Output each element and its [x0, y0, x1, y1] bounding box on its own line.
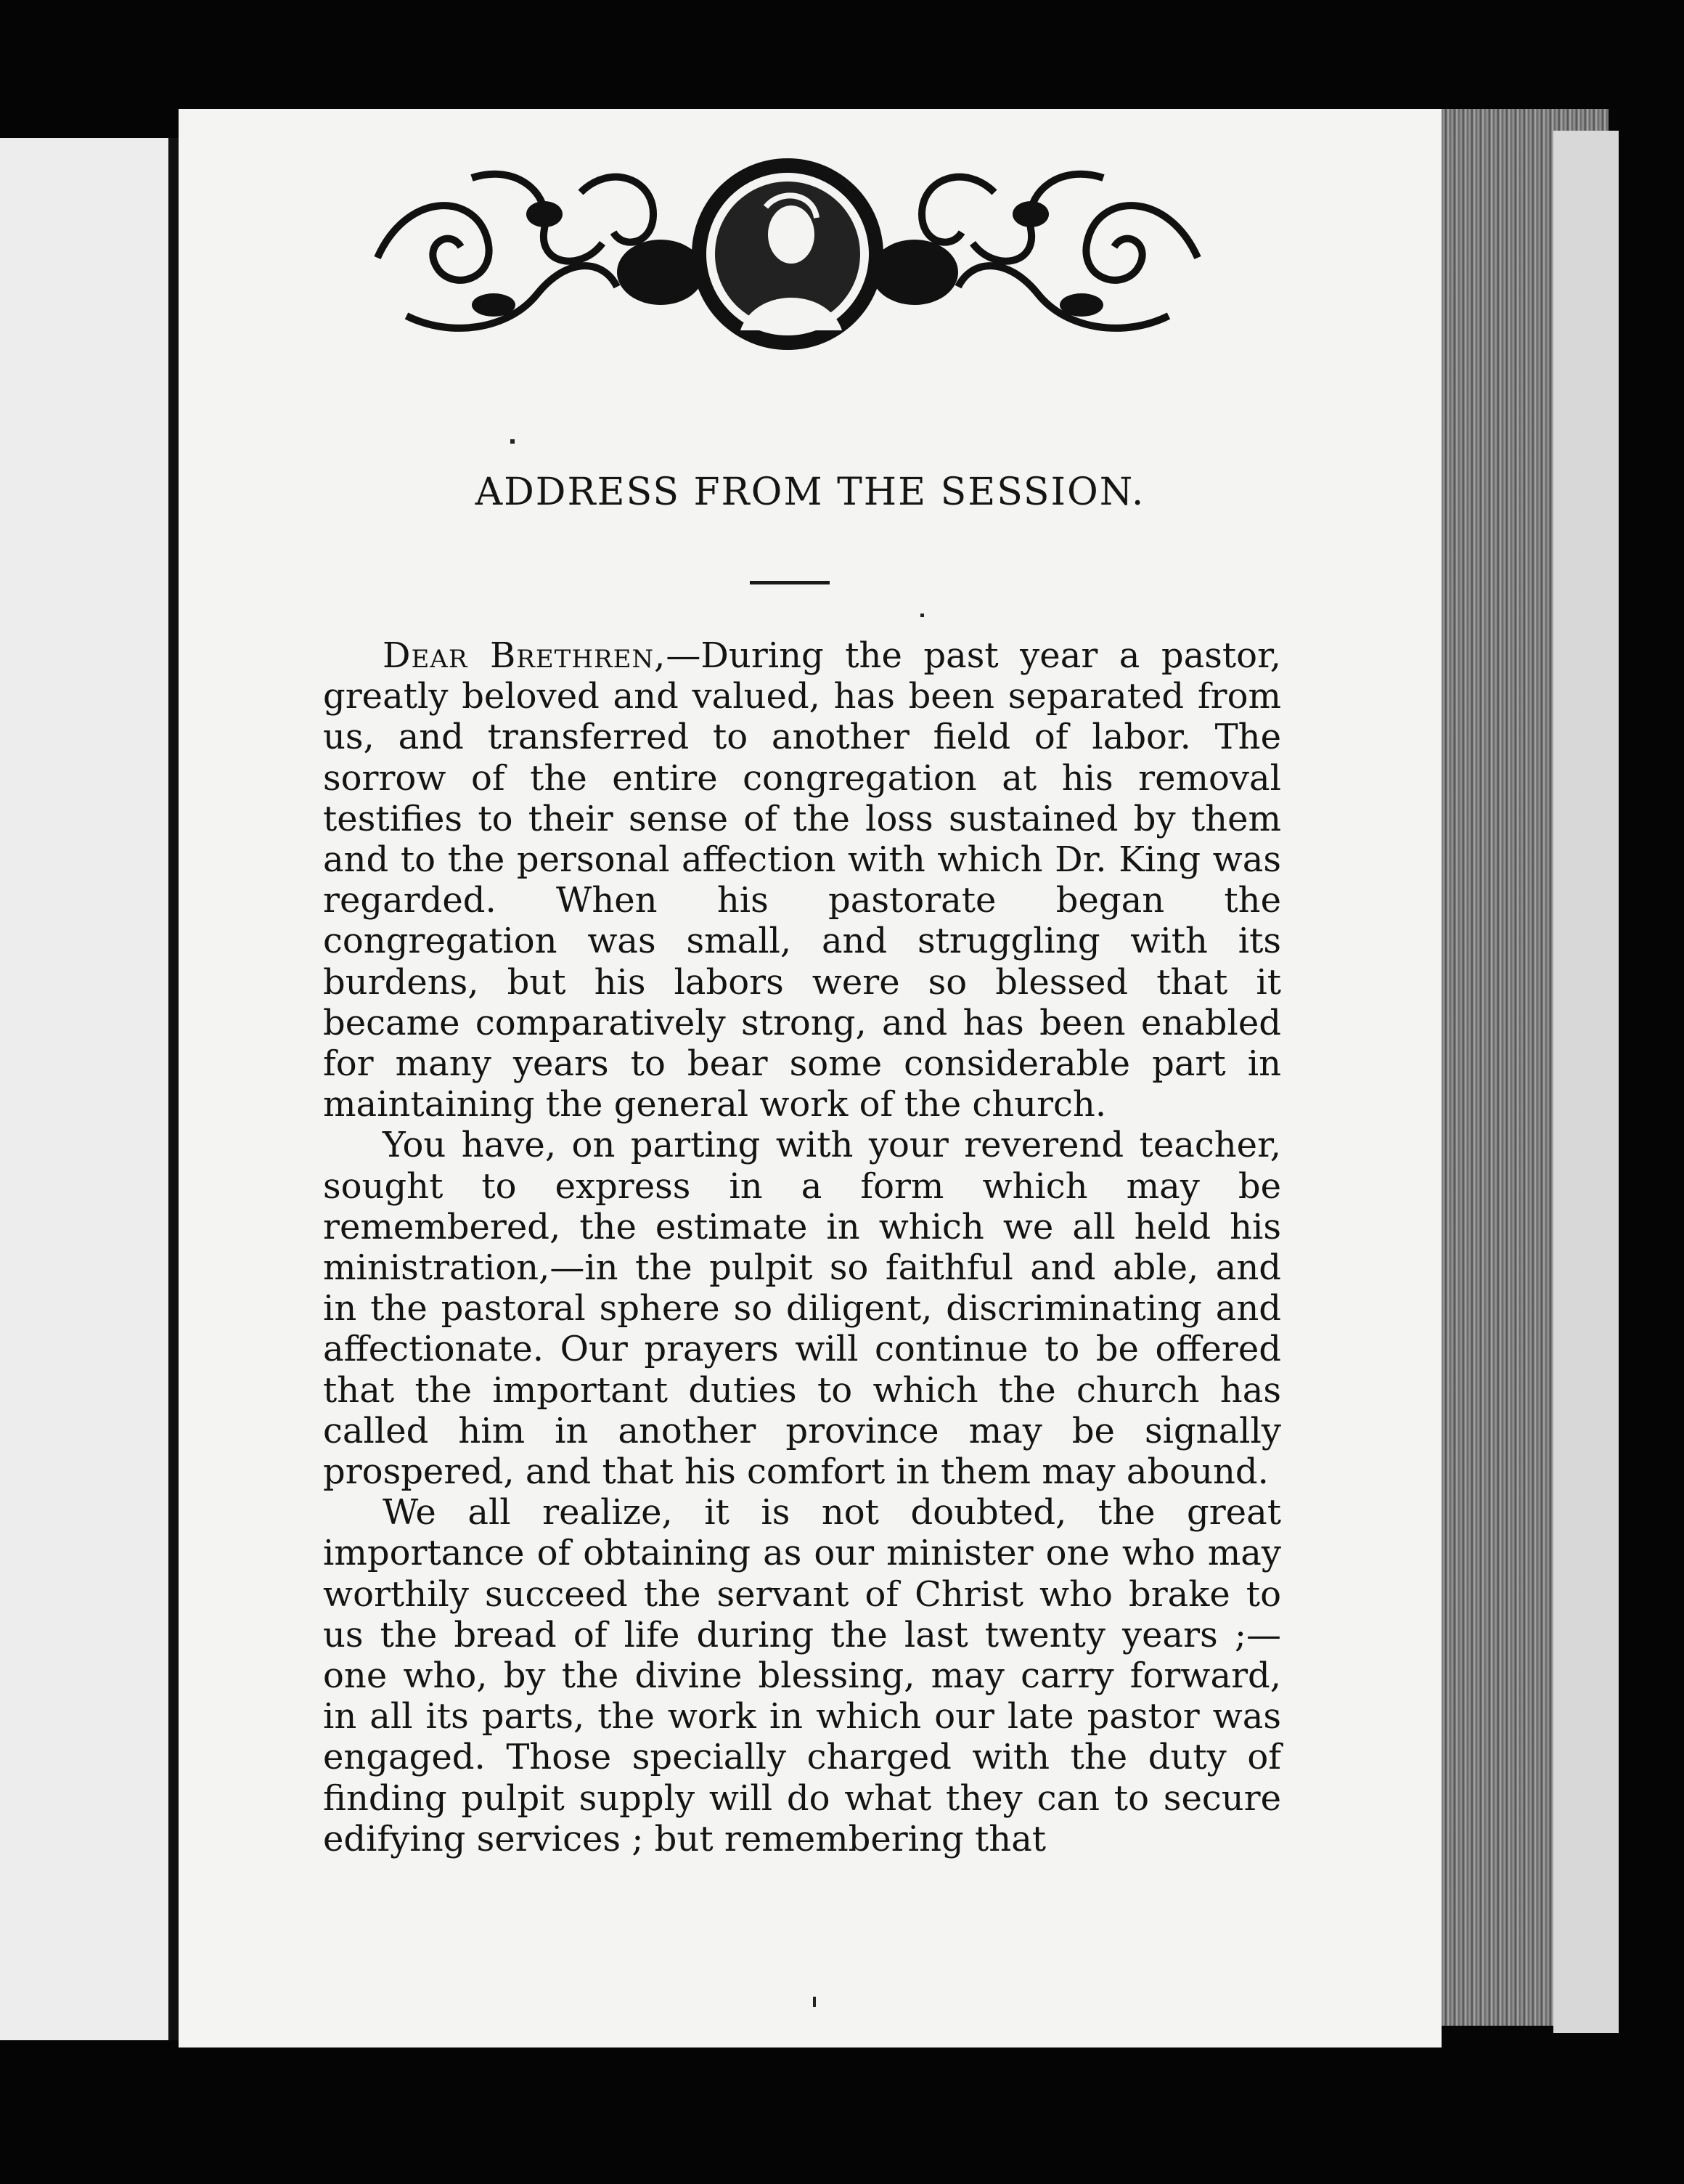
left-page	[0, 138, 168, 2040]
paragraph-2: You have, on parting with your reverend teacher, sought to express in a form which may be remembered, the estimate in which we all held his ministration,—in the pulpit so faithful and able, and in the pastoral sphere so diligent, discriminating and affectionate. Our prayers will continue to be offered that the important duties to which the church has called him in another province may be signally prospered, and that his comfort in them may abound.	[323, 1125, 1281, 1493]
ornamental-headpiece-icon	[363, 149, 1212, 359]
page-speck	[920, 614, 924, 617]
paragraph-1-text: —During the past year a pastor, greatly beloved and valued, has been separated from us, and transferred to another field of labor. The sorrow of the entire congregation at his removal testifies to their sense of the loss sustained by them and to the personal affection with which Dr. King was regarded. When his pastorate began the congregation was small, and struggling with its burdens, but his labors were so blessed that it became comparatively strong, and has been enabled for many years to bear some considerable part in maintaining the general work of the church.	[323, 635, 1281, 1125]
salutation: Dear Brethren,	[383, 635, 666, 676]
page-speck	[813, 1997, 816, 2007]
paragraph-1	[323, 635, 1281, 1125]
back-cover-edge	[1553, 131, 1619, 2033]
body-text	[323, 635, 1281, 1859]
paragraph-3: We all realize, it is not doubted, the great importance of obtaining as our minister one who may worthily succeed the servant of Christ who brake to us the bread of life during the last twenty years ;—one who, by the divine blessing, may carry forward, in all its parts, the work in which our late pastor was engaged. Those specially charged with the duty of finding pulpit supply will do what they can to secure edifying services ; but remembering that	[323, 1492, 1281, 1859]
page-speck	[510, 439, 515, 444]
book-gutter	[168, 138, 179, 2040]
page-title: ADDRESS FROM THE SESSION.	[475, 470, 1145, 514]
title-rule	[750, 581, 830, 584]
